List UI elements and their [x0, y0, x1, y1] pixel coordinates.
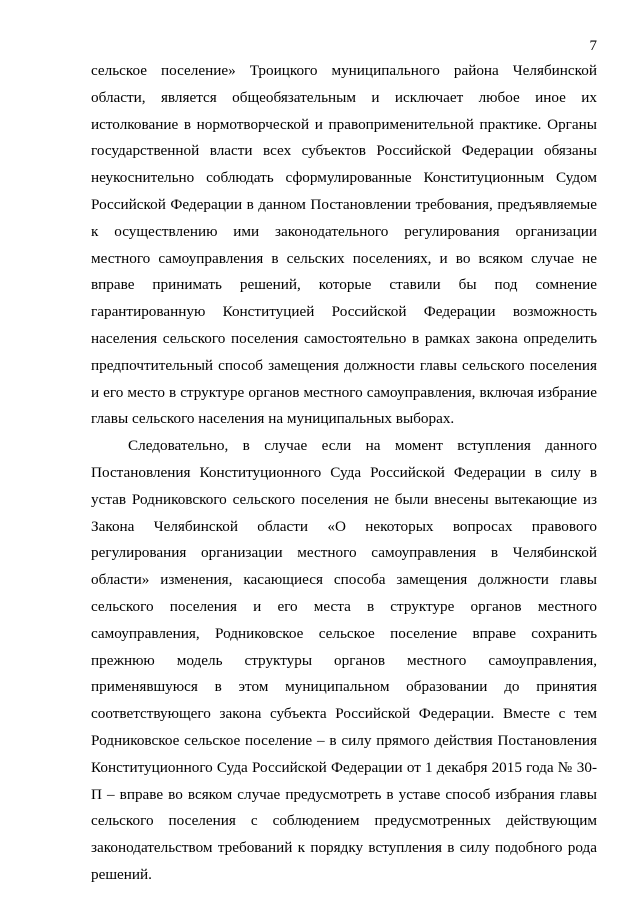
document-body	[91, 58, 597, 889]
paragraph-conclusion: Следовательно, в случае если на момент вступления данного Постановления Конституционного Суда Российской Федерации в силу в устав Родниковского сельского поселения не были внесены вытекающие из Закона Челябинской области «О некоторых вопросах правового регулирования организации местного самоуправления в Челябинской области» изменения, касающиеся способа замещения должности главы сельского поселения и его места в структуре органов местного самоуправления, Родниковское сельское поселение вправе сохранить прежнюю модель структуры органов местного самоуправления, применявшуюся в этом муниципальном образовании до принятия соответствующего закона субъекта Российской Федерации. Вместе с тем Родниковское сельское поселение – в силу прямого действия Постановления Конституционного Суда Российской Федерации от 1 декабря 2015 года № 30-П – вправе во всяком случае предусмотреть в уставе способ избрания главы сельского поселения с соблюдением предусмотренных действующим законодательством требований к порядку вступления в силу подобного рода решений.	[91, 437, 597, 883]
paragraph-continuation: сельское поселение» Троицкого муниципального района Челябинской области, является общеобязательным и исключает любое иное их истолкование в нормотворческой и правоприменительной практике. Органы государственной власти всех субъектов Российской Федерации обязаны неукоснительно соблюдать сформулированные Конституционным Судом Российской Федерации в данном Постановлении требования, предъявляемые к осуществлению ими законодательного регулирования организации местного самоуправления в сельских поселениях, и во всяком случае не вправе принимать решений, которые ставили бы под сомнение гарантированную Конституцией Российской Федерации возможность населения сельского поселения самостоятельно в рамках закона определить предпочтительный способ замещения должности главы сельского поселения и его место в структуре органов местного самоуправления, включая избрание главы сельского населения на муниципальных выборах.	[91, 62, 597, 428]
page-number: 7	[589, 38, 597, 54]
